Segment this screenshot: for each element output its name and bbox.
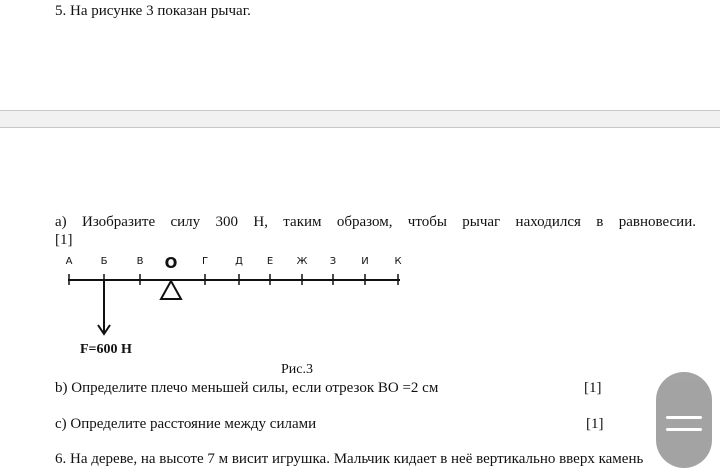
tick-label-a: А — [65, 256, 73, 267]
pivot-label-o: O — [164, 254, 178, 272]
tick-label-d: Д — [235, 256, 243, 267]
force-arrow-head — [98, 325, 110, 334]
tick-label-b: Б — [100, 256, 108, 267]
tick-label-i: И — [361, 256, 369, 267]
force-label: F=600 Н — [80, 342, 132, 357]
tick-label-e: Е — [266, 256, 274, 267]
question-6-partial: 6. На дереве, на высоте 7 м висит игрушка. Мальчик кидает в неё вертикально вверх камень — [55, 451, 644, 467]
lever-ticks — [69, 274, 398, 285]
tick-label-zh: Ж — [296, 256, 308, 267]
pivot-triangle — [161, 281, 181, 299]
question-5-title: 5. На рисунке 3 показан рычаг. — [55, 3, 251, 19]
menu-icon-bar-top — [666, 416, 702, 419]
figure-caption: Рис.3 — [281, 362, 313, 377]
part-b-mark: [1] — [584, 380, 602, 396]
menu-icon-bar-bottom — [666, 428, 702, 431]
tick-label-g: Г — [201, 256, 209, 267]
part-c-text: c) Определите расстояние между силами — [55, 416, 317, 432]
part-b-text: b) Определите плечо меньшей силы, если отрезок ВО =2 см — [55, 380, 439, 396]
tick-label-v: В — [136, 256, 144, 267]
tick-label-z: З — [329, 256, 337, 267]
menu-button[interactable] — [656, 372, 712, 468]
part-a-text: а) Изобразите силу 300 Н, таким образом, чтобы рычаг находился в равновесии. — [55, 214, 696, 230]
part-a-mark: [1] — [55, 232, 73, 248]
page-separator — [0, 110, 720, 128]
part-c-mark: [1] — [586, 416, 604, 432]
tick-label-k: К — [394, 256, 402, 267]
